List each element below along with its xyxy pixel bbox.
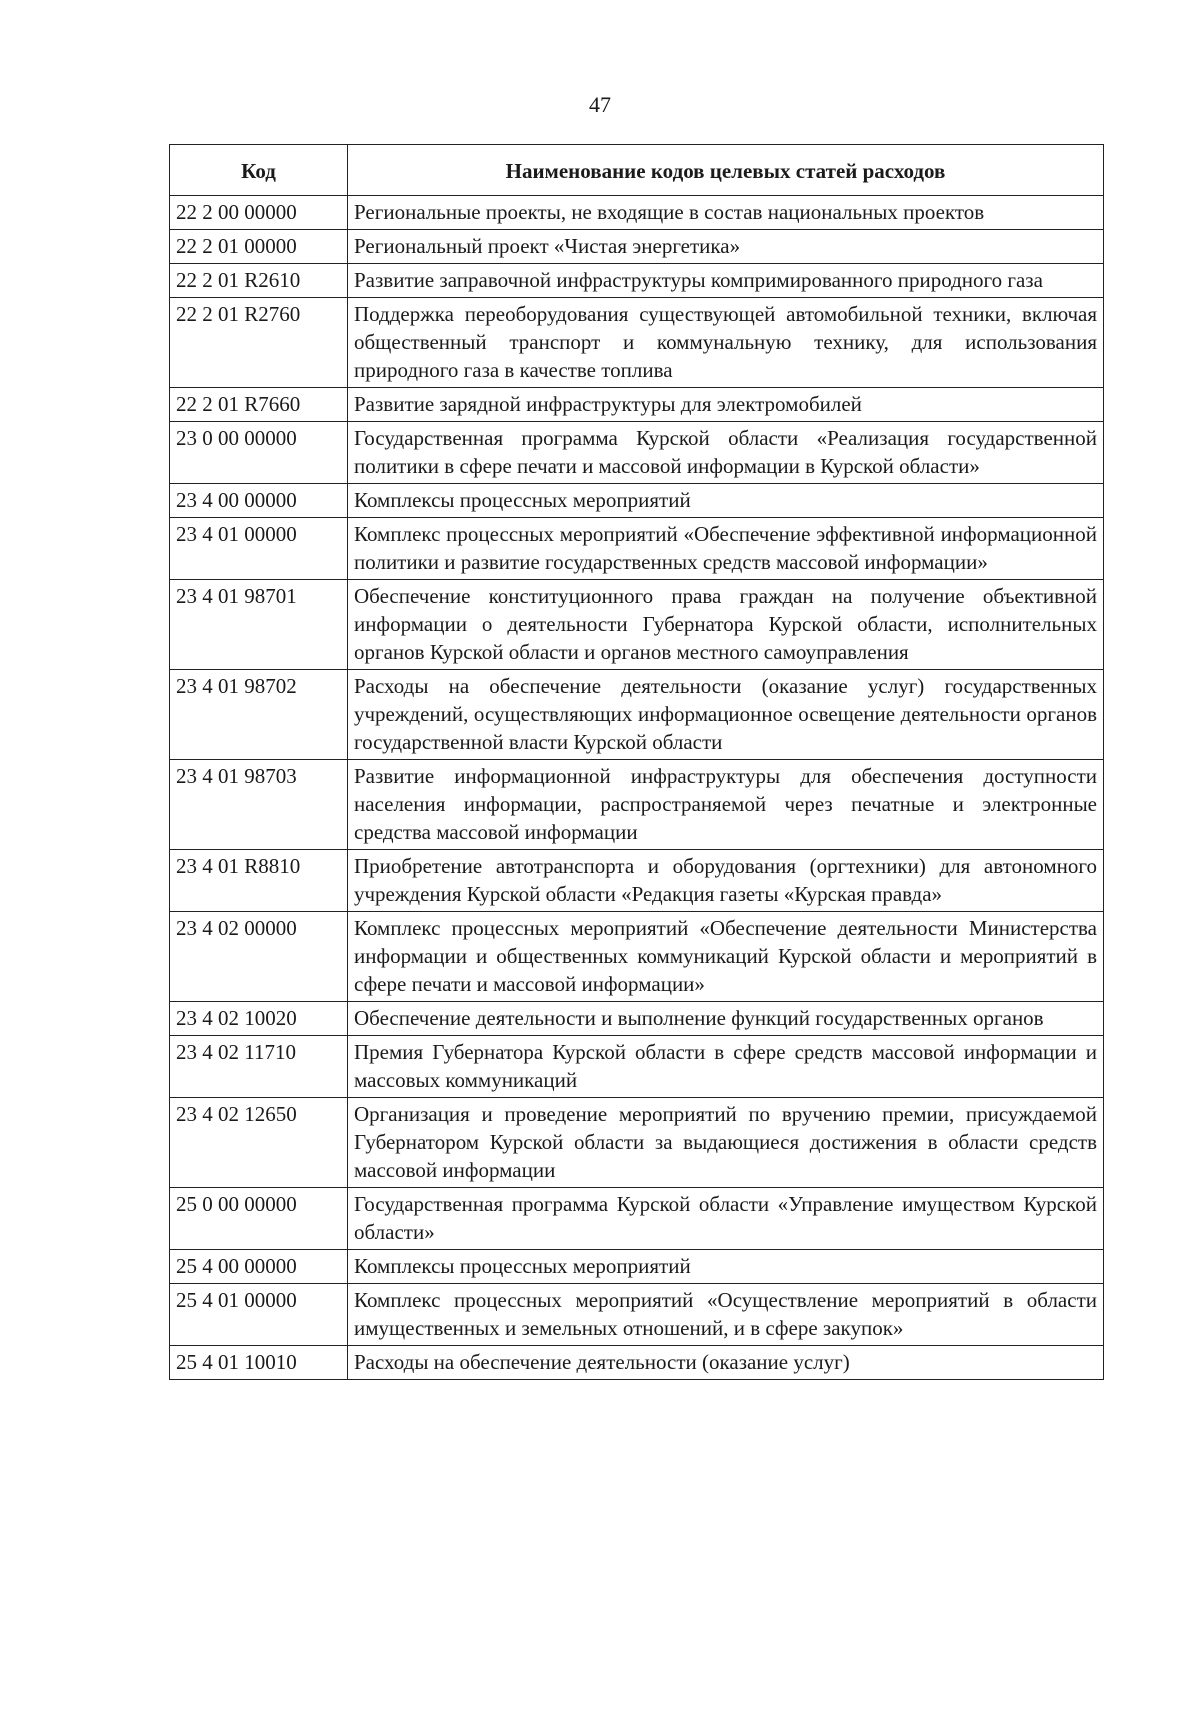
table-row [170, 850, 1104, 912]
row-code: 23 4 02 10020 [170, 1002, 348, 1036]
table-row [170, 484, 1104, 518]
row-code: 23 4 01 R8810 [170, 850, 348, 912]
row-code: 23 4 02 00000 [170, 912, 348, 1002]
row-name: Обеспечение конституционного права граждан на получение объективной информации о деятельности Губернатора Курской области, исполнительных органов Курской области и органов местного самоуправления [348, 580, 1104, 670]
row-code: 23 4 01 98702 [170, 670, 348, 760]
row-name: Организация и проведение мероприятий по вручению премии, присуждаемой Губернатором Курской области за выдающиеся достижения в области средств массовой информации [348, 1098, 1104, 1188]
table-row [170, 1250, 1104, 1284]
table-row [170, 196, 1104, 230]
row-code: 25 0 00 00000 [170, 1188, 348, 1250]
table-row [170, 518, 1104, 580]
header-code: Код [170, 145, 348, 196]
row-name: Государственная программа Курской области «Управление имуществом Курской области» [348, 1188, 1104, 1250]
row-code: 23 4 01 98703 [170, 760, 348, 850]
row-code: 22 2 01 00000 [170, 230, 348, 264]
row-name: Комплекс процессных мероприятий «Обеспечение деятельности Министерства информации и общественных коммуникаций Курской области и мероприятий в сфере печати и массовой информации» [348, 912, 1104, 1002]
table-row [170, 670, 1104, 760]
row-code: 22 2 01 R7660 [170, 388, 348, 422]
row-code: 25 4 00 00000 [170, 1250, 348, 1284]
row-code: 22 2 00 00000 [170, 196, 348, 230]
row-name: Государственная программа Курской области «Реализация государственной политики в сфере печати и массовой информации в Курской области» [348, 422, 1104, 484]
row-name: Расходы на обеспечение деятельности (оказание услуг) [348, 1346, 1104, 1380]
row-name: Развитие заправочной инфраструктуры компримированного природного газа [348, 264, 1104, 298]
row-name: Премия Губернатора Курской области в сфере средств массовой информации и массовых коммуникаций [348, 1036, 1104, 1098]
row-name: Региональный проект «Чистая энергетика» [348, 230, 1104, 264]
table-header-row [170, 145, 1104, 196]
header-name: Наименование кодов целевых статей расходов [348, 145, 1104, 196]
page-number: 47 [589, 92, 611, 117]
table-row [170, 580, 1104, 670]
table-row [170, 1284, 1104, 1346]
table-row [170, 422, 1104, 484]
row-name: Региональные проекты, не входящие в состав национальных проектов [348, 196, 1104, 230]
row-name: Развитие зарядной инфраструктуры для электромобилей [348, 388, 1104, 422]
row-code: 22 2 01 R2760 [170, 298, 348, 388]
row-name: Развитие информационной инфраструктуры для обеспечения доступности населения информации, распространяемой через печатные и электронные средства массовой информации [348, 760, 1104, 850]
table-row [170, 264, 1104, 298]
row-code: 23 0 00 00000 [170, 422, 348, 484]
table-row [170, 1098, 1104, 1188]
row-code: 23 4 01 00000 [170, 518, 348, 580]
row-name: Комплексы процессных мероприятий [348, 484, 1104, 518]
row-code: 25 4 01 00000 [170, 1284, 348, 1346]
table-row [170, 298, 1104, 388]
row-code: 23 4 01 98701 [170, 580, 348, 670]
row-code: 23 4 02 11710 [170, 1036, 348, 1098]
row-name: Расходы на обеспечение деятельности (оказание услуг) государственных учреждений, осуществляющих информационное освещение деятельности органов государственной власти Курской области [348, 670, 1104, 760]
table-row [170, 760, 1104, 850]
table-row [170, 230, 1104, 264]
row-name: Обеспечение деятельности и выполнение функций государственных органов [348, 1002, 1104, 1036]
row-name: Комплексы процессных мероприятий [348, 1250, 1104, 1284]
table-row [170, 1036, 1104, 1098]
row-name: Комплекс процессных мероприятий «Обеспечение эффективной информационной политики и развитие государственных средств массовой информации» [348, 518, 1104, 580]
table-row [170, 1188, 1104, 1250]
table-row [170, 1346, 1104, 1380]
table-row [170, 388, 1104, 422]
row-name: Поддержка переоборудования существующей автомобильной техники, включая общественный транспорт и коммунальную технику, для использования природного газа в качестве топлива [348, 298, 1104, 388]
table-row [170, 912, 1104, 1002]
row-name: Комплекс процессных мероприятий «Осуществление мероприятий в области имущественных и земельных отношений, и в сфере закупок» [348, 1284, 1104, 1346]
row-code: 22 2 01 R2610 [170, 264, 348, 298]
table-body [170, 196, 1104, 1380]
row-code: 23 4 00 00000 [170, 484, 348, 518]
table-row [170, 1002, 1104, 1036]
row-code: 23 4 02 12650 [170, 1098, 348, 1188]
row-code: 25 4 01 10010 [170, 1346, 348, 1380]
row-name: Приобретение автотранспорта и оборудования (оргтехники) для автономного учреждения Курской области «Редакция газеты «Курская правда» [348, 850, 1104, 912]
target-expense-codes-table [169, 144, 1104, 1380]
